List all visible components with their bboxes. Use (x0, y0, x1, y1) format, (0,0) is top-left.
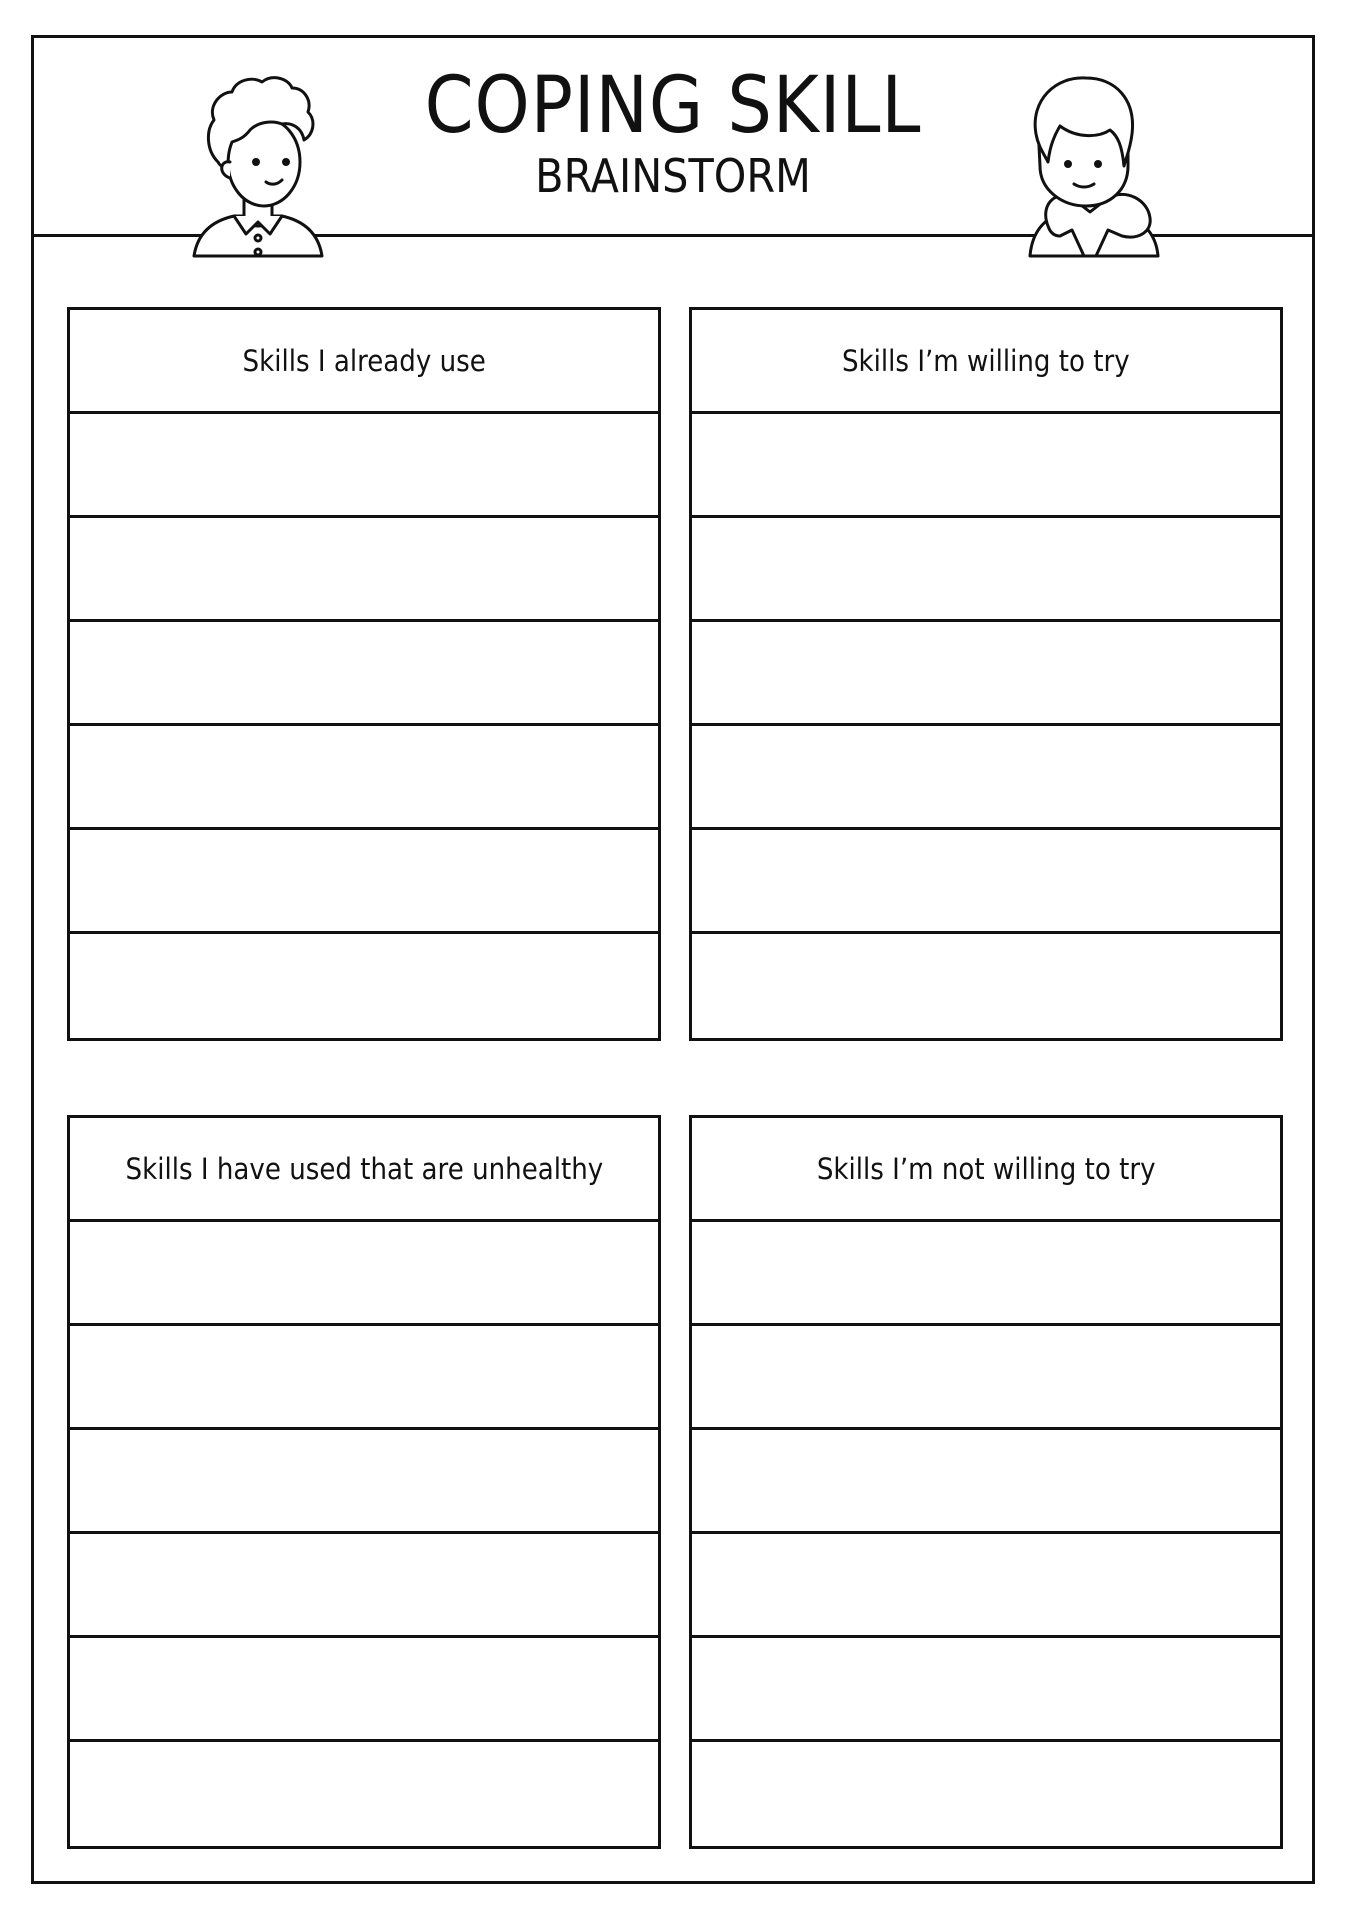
skills-not-willing-table (689, 1115, 1283, 1849)
skills-willing-to-try-table (689, 307, 1283, 1041)
writing-line[interactable] (692, 726, 1280, 830)
writing-line[interactable] (692, 1638, 1280, 1742)
writing-line[interactable] (70, 1638, 658, 1742)
page-subtitle: BRAINSTORM (535, 149, 811, 203)
writing-line[interactable] (692, 1534, 1280, 1638)
writing-line[interactable] (692, 1430, 1280, 1534)
writing-line[interactable] (70, 726, 658, 830)
writing-line[interactable] (70, 518, 658, 622)
writing-line[interactable] (70, 934, 658, 1038)
table-header (692, 1118, 1280, 1222)
table-header (692, 310, 1280, 414)
writing-line[interactable] (692, 1222, 1280, 1326)
writing-line[interactable] (692, 622, 1280, 726)
writing-line[interactable] (70, 1222, 658, 1326)
writing-line[interactable] (692, 934, 1280, 1038)
writing-line[interactable] (70, 1430, 658, 1534)
writing-line[interactable] (70, 830, 658, 934)
writing-line[interactable] (70, 1326, 658, 1430)
table-header (70, 1118, 658, 1222)
writing-line[interactable] (692, 1742, 1280, 1846)
writing-line[interactable] (692, 830, 1280, 934)
writing-line[interactable] (692, 518, 1280, 622)
skills-already-use-table (67, 307, 661, 1041)
page-title: COPING SKILL (424, 61, 922, 151)
table-heading: Skills I’m willing to try (842, 343, 1130, 378)
writing-line[interactable] (692, 1326, 1280, 1430)
table-header (70, 310, 658, 414)
skills-unhealthy-table (67, 1115, 661, 1849)
writing-line[interactable] (70, 414, 658, 518)
writing-line[interactable] (70, 1534, 658, 1638)
writing-line[interactable] (692, 414, 1280, 518)
table-heading: Skills I have used that are unhealthy (125, 1151, 603, 1186)
writing-line[interactable] (70, 622, 658, 726)
boy-with-hood-icon (1010, 70, 1170, 262)
table-heading: Skills I already use (242, 343, 486, 378)
table-heading: Skills I’m not willing to try (816, 1151, 1156, 1186)
curly-hair-person-icon (188, 70, 328, 262)
writing-line[interactable] (70, 1742, 658, 1846)
